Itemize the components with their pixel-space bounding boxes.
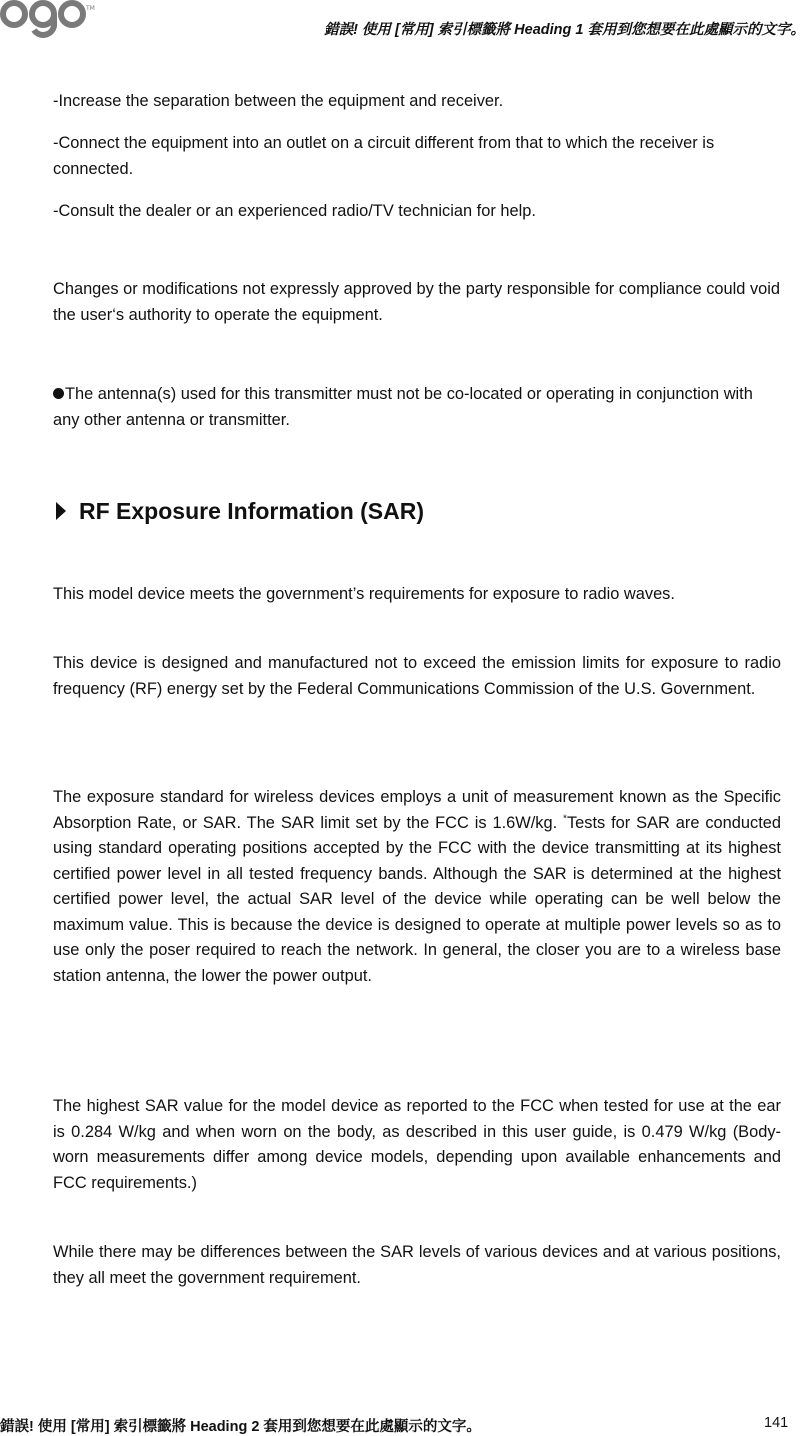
paragraph-meets-requirements: This model device meets the government’s requirements for exposure to radio waves. [53, 585, 675, 603]
paragraph-antenna [53, 382, 781, 433]
svg-text:TM: TM [86, 5, 95, 12]
paragraph-separation: -Increase the separation between the equipment and receiver. [53, 92, 504, 110]
bullet-icon [53, 388, 64, 399]
triangle-right-icon [56, 502, 66, 520]
page-number: 141 [764, 1415, 789, 1431]
footnote-star: * [563, 813, 567, 825]
section-heading [56, 498, 424, 525]
page-header: 錯誤! 使用 [常用] 索引標籤將 Heading 1 套用到您想要在此處顯示的文字。 [324, 22, 805, 38]
svg-text:ogo: ogo [0, 39, 2, 40]
page-footer: 錯誤! 使用 [常用] 索引標籤將 Heading 2 套用到您想要在此處顯示的文字。 [0, 1419, 481, 1435]
paragraph-changes: Changes or modifications not expressly approved by the party responsible for compliance could void the user‘s authority to operate the equipment. [53, 280, 781, 324]
exposure-text-b: Tests for SAR are conducted using standard operating positions accepted by the FCC with the device transmitting at its highest certified power level in all tested frequency bands. Although the SAR is determined at the highest certified power level, the actual SAR level of the device while operating can be well below the maximum value. This is because the device is designed to operate at multiple power levels so as to use only the poser required to reach the network. In general, the closer you are to a wireless base station antenna, the lower the power output. [53, 813, 781, 985]
paragraph-highest-sar: The highest SAR value for the model device as reported to the FCC when tested for use at the ear is 0.284 W/kg and when worn on the body, as described in this user guide, is 0.479 W/kg (Body-worn measurements differ among device models, depending upon available enhancements and FCC requirements.) [53, 1097, 781, 1192]
paragraph-differences: While there may be differences between the SAR levels of various devices and at various positions, they all meet the government requirement. [53, 1243, 781, 1287]
exposure-text-a: The exposure standard for wireless devices employs a unit of measurement known as the Specific Absorption Rate, or SAR. The SAR limit set by the FCC is 1.6W/kg. [53, 788, 781, 832]
antenna-text: The antenna(s) used for this transmitter must not be co-located or operating in conjunction with any other antenna or transmitter. [53, 385, 753, 429]
paragraph-designed: This device is designed and manufactured not to exceed the emission limits for exposure to radio frequency (RF) energy set by the Federal Communications Commission of the U.S. Government. [53, 654, 781, 698]
heading-text: RF Exposure Information (SAR) [79, 498, 425, 524]
paragraph-outlet: -Connect the equipment into an outlet on a circuit different from that to which the receiver is connected. [53, 134, 715, 178]
brand-logo [0, 0, 95, 40]
paragraph-consult: -Consult the dealer or an experienced radio/TV technician for help. [53, 202, 536, 220]
paragraph-exposure-standard [53, 785, 781, 989]
